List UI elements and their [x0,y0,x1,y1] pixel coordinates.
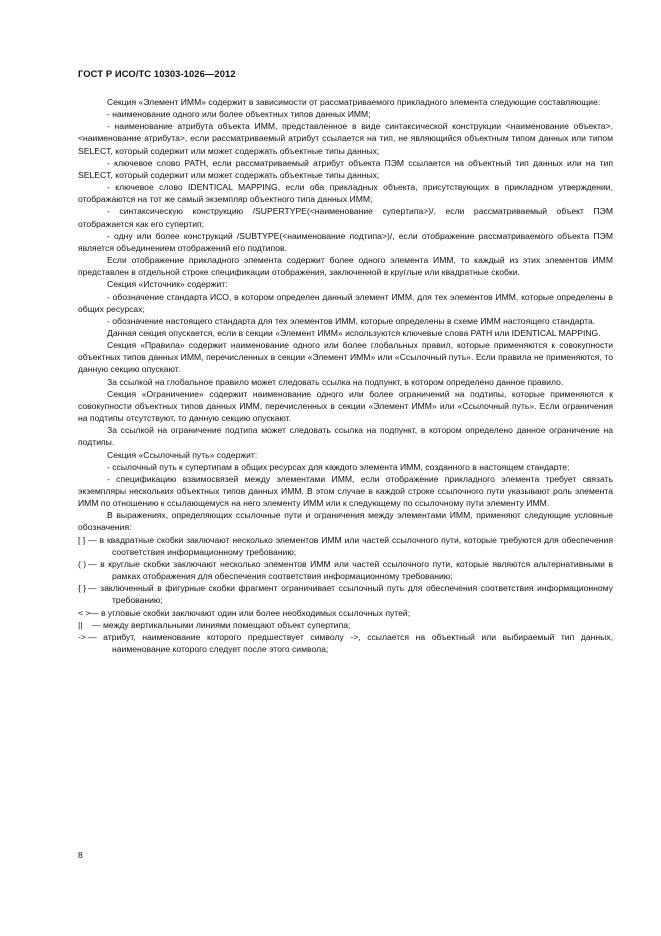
paragraph: За ссылкой на ограничение подтипа может следовать ссылка на подпункт, в котором определено данное ограничение на подтипы. [78,425,613,448]
paragraph: Секция «Ограничение» содержит наименование одного или более ограничений на подтипы, которые применяются к совокупности объектных типов данных ИММ, перечисленных в секции «Элемент ИММ» или «Ссылочный путь». Если ограничения на подтипы отсутствуют, то данную секцию опускают. [78,388,613,424]
symbol-mark: < > [78,607,91,618]
symbol-definition [78,582,613,606]
symbol-definition [78,619,613,631]
symbol-mark: ( ) [78,558,87,569]
list-item: - ключевое слово IDENTICAL MAPPING, если оба прикладных объекта, присутствующих в прикладном утверждении, отображаются на тот же самый экземпляр объектного типа данных ИММ; [78,182,613,205]
list-item: - наименование атрибута объекта ИММ, представленное в виде синтаксической конструкции <наименование объекта>.<наименование атрибута>, если рассматриваемый атрибут ссылается на тип, не являющийся объектным типом данных или типом SELECT, который содержит или может содержать объектные типы данных; [78,121,613,156]
page-number: 8 [78,850,83,860]
symbol-mark: { } [78,583,87,594]
symbol-text: — в угловые скобки заключают один или более необходимых ссылочных путей; [90,607,411,618]
symbol-definition [78,534,613,558]
page-header: ГОСТ Р ИСО/ТС 10303-1026—2012 [78,68,236,79]
list-item: - обозначение настоящего стандарта для тех элементов ИММ, которые определены в схеме ИММ настоящего стандарта. [107,315,596,326]
paragraph: Данная секция опускается, если в секции «Элемент ИММ» используются ключевые слова PATH или IDENTICAL MAPPING. [107,327,601,338]
paragraph: Секция «Правила» содержит наименование одного или более глобальных правил, которые применяются к совокупности объектных типов данных ИММ, перечисленных в секции «Элемент ИММ» или «Ссылочный путь». Если правила не применяются, то данную секцию опускают. [78,340,613,375]
symbol-text: — атрибут, наименование которого предшествует символу ->, ссылается на объектный или выбираемый тип данных, наименование которого следует после этого символа; [88,631,613,655]
symbol-definition [78,558,613,582]
symbol-definition [78,631,613,655]
symbol-text: — между вертикальными линиями помещают объект супертипа; [92,619,351,630]
paragraph: Секция «Источник» содержит: [107,279,228,290]
list-item: - ключевое слово PATH, если рассматриваемый атрибут объекта ПЭМ ссылается на объектный тип данных или на тип SELECT, который содержит или может содержать объектные типы данных; [78,157,613,180]
list-item: - синтаксическую конструкцию /SUPERTYPE(<наименование супертипа>)/, если рассматриваемый объект ПЭМ отображается как его супертип; [78,206,613,229]
symbol-mark: || [78,619,83,630]
list-item: - обозначение стандарта ИСО, в котором определен данный элемент ИММ, для тех элементов ИММ, которые определены в общих ресурсах; [78,291,613,314]
list-item: - ссылочный путь к супертипам в общих ресурсах для каждого элемента ИММ, созданного в настоящем стандарте; [107,461,570,472]
list-item: - одну или более конструкций /SUBTYPE(<наименование подтипа>)/, если отображение рассматриваемого объекта ПЭМ является объединением отображений его подтипов. [78,230,613,253]
paragraph: За ссылкой на глобальное правило может следовать ссылка на подпункт, в котором определено данное правило. [107,376,564,387]
paragraph: Секция «Элемент ИММ» содержит в зависимости от рассматриваемого прикладного элемента следующие составляющие: [107,97,601,107]
symbol-mark: [ ] [78,534,86,545]
symbol-definition [78,607,613,619]
document-body [78,96,613,655]
symbol-text: — в круглые скобки заключают несколько элементов ИММ или частей ссылочного пути, которые являются альтернативными в рамках отображения для обеспечения соответствия информационному требованию; [88,558,613,582]
list-item: - спецификацию взаимосвязей между элементами ИММ, если отображение прикладного элемента требует связать экземпляры нескольких объектных типов данных ИММ. В этом случае в каждой строке ссылочного пути указывают роль элемента ИММ по отношению к ссылающемуся на него элементу ИММ или к следующему по ссылочному пути элементу ИММ. [78,473,613,509]
paragraph: Секция «Ссылочный путь» содержит: [107,449,258,460]
list-item: - наименование одного или более объектных типов данных ИММ; [107,109,371,120]
paragraph: В выражениях, определяющих ссылочные пути и ограничения между элементами ИММ, применяют следующие условные обозначения: [78,510,613,533]
symbol-text: — в квадратные скобки заключают несколько элементов ИММ или частей ссылочного пути, которые требуются для обеспечения соответствия информационному требованию; [88,534,613,557]
paragraph: Если отображение прикладного элемента содержит более одного элемента ИММ, то каждый из этих элементов ИММ представлен в отдельной строке спецификации отображения, заключенной в круглые или квадратные скобки. [78,255,613,278]
symbol-mark: -> [78,631,86,642]
symbol-text: — заключенный в фигурные скобки фрагмент ограничивает ссылочный путь для обеспечения соответствия информационному требованию; [88,583,613,606]
